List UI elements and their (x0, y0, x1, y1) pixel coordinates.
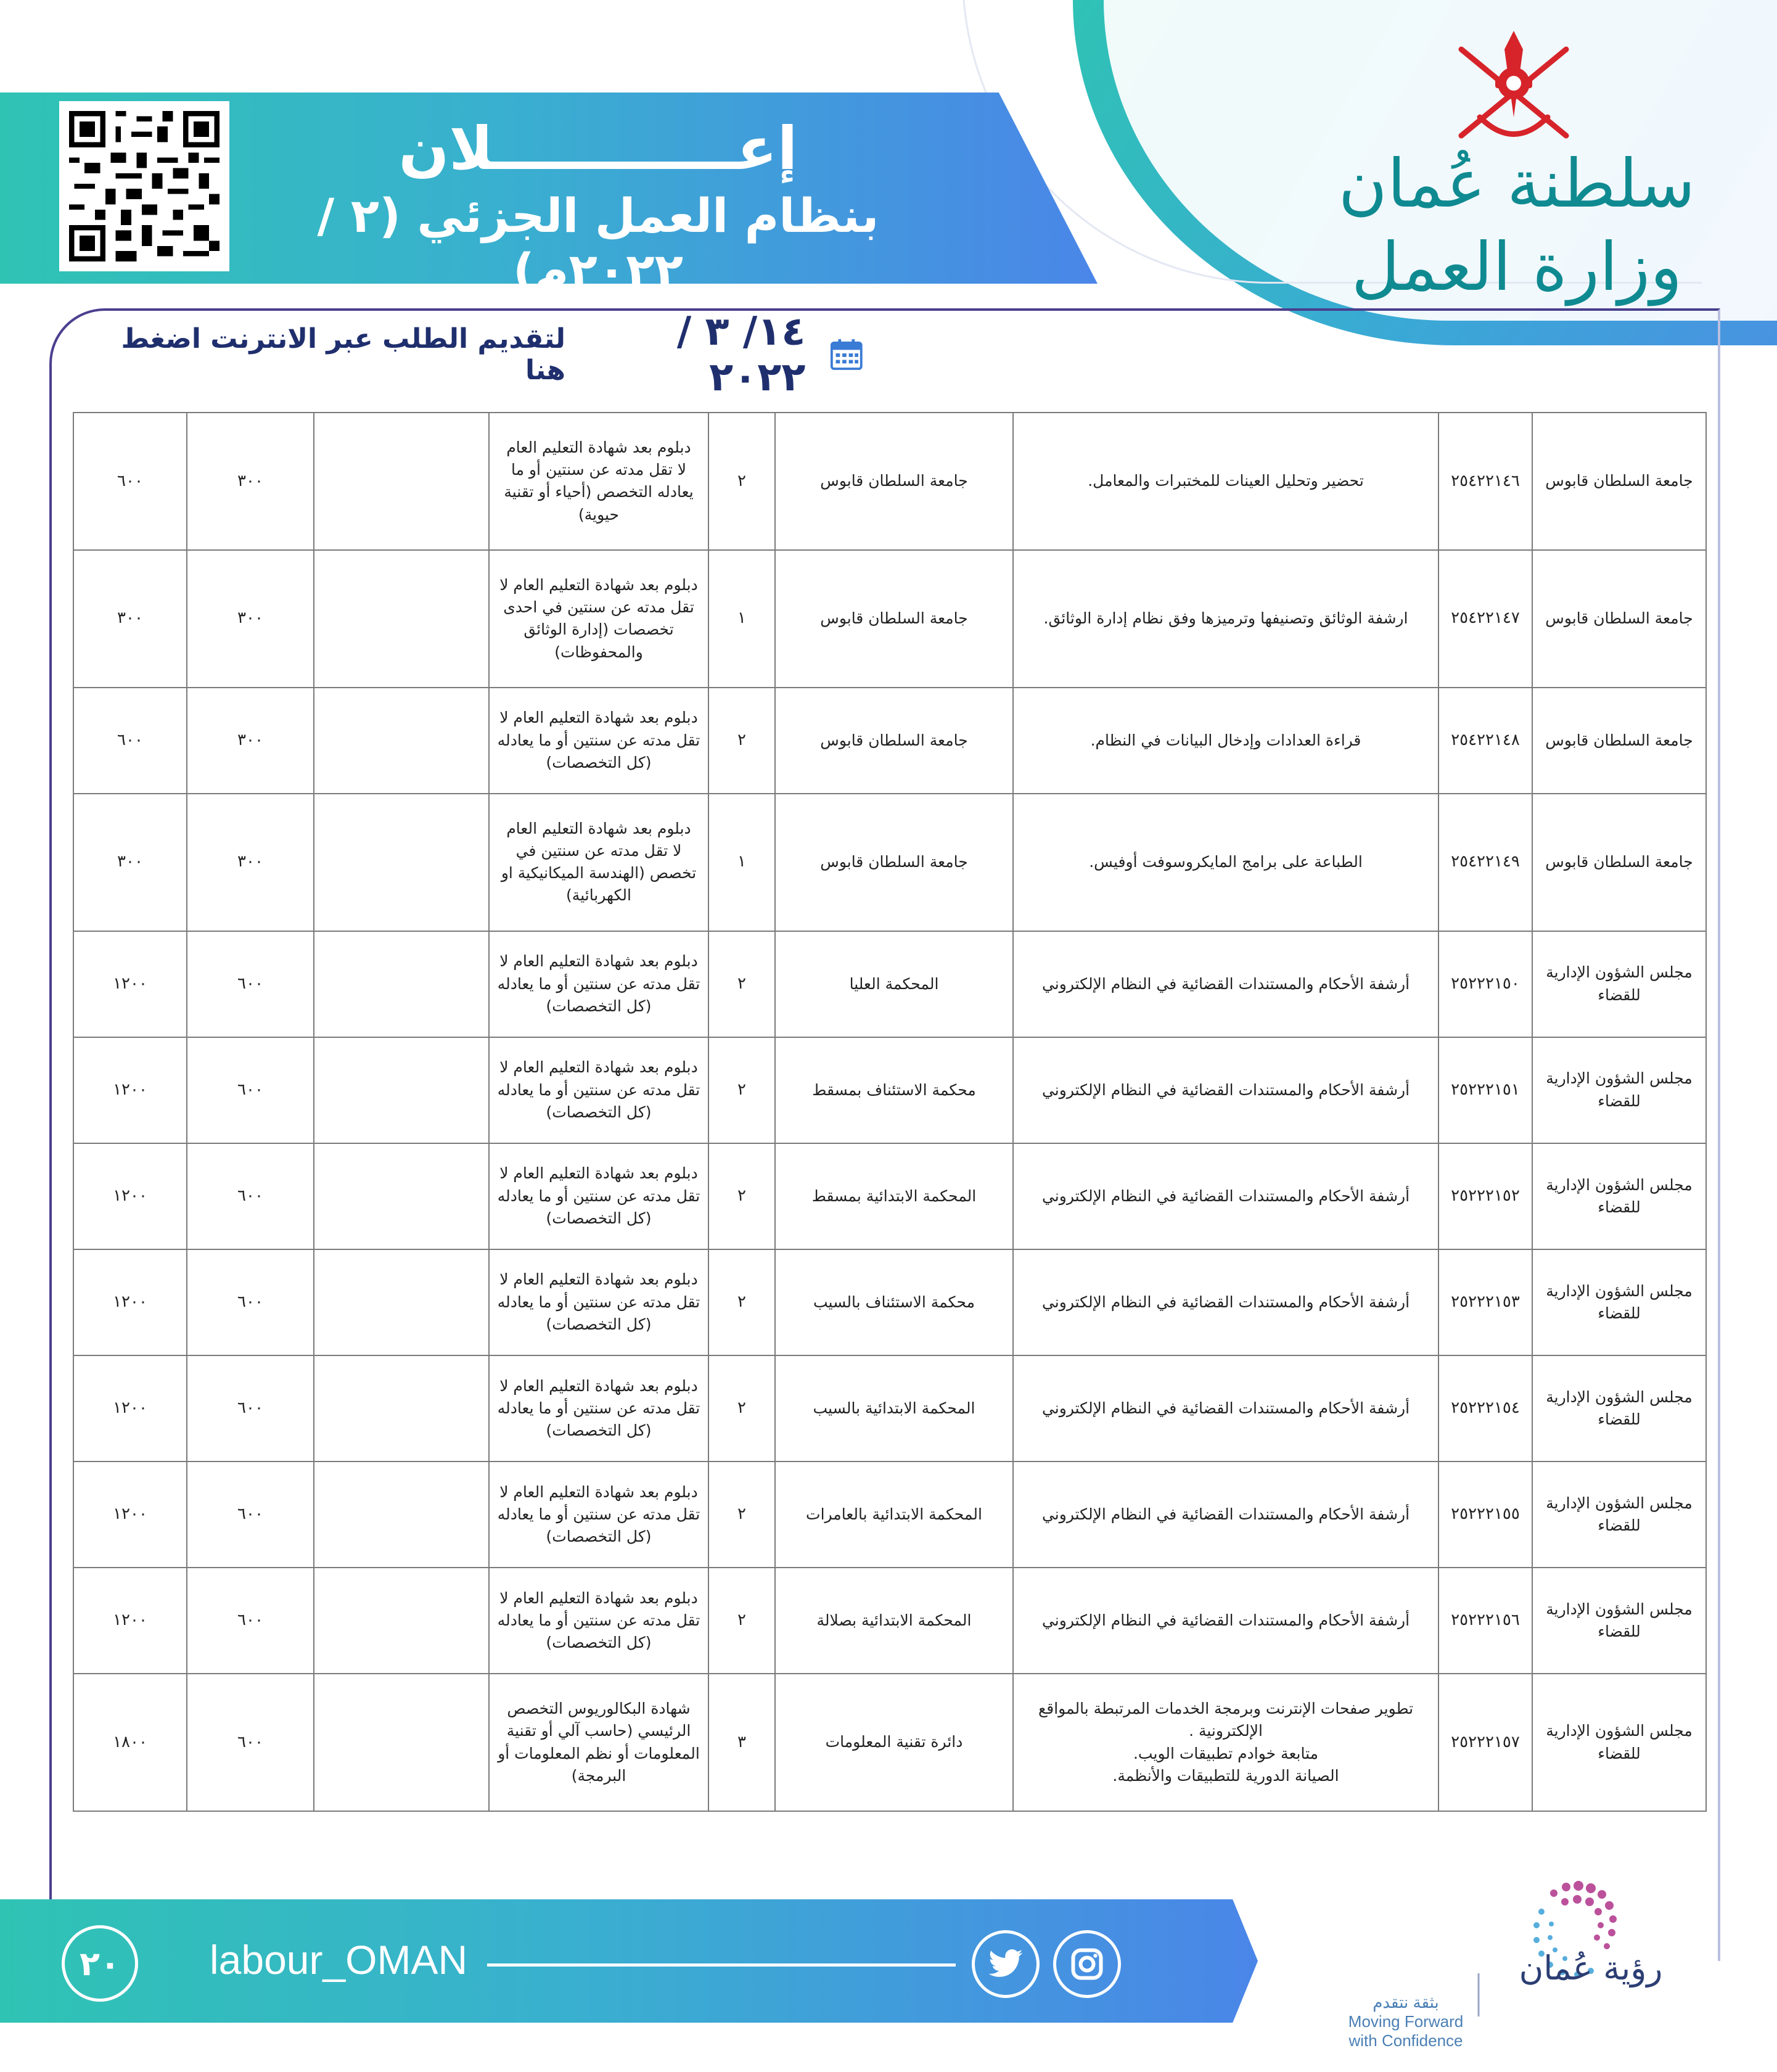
table-row (73, 688, 1706, 794)
work-location-cell: المحكمة العليا (775, 931, 1013, 1037)
work-location-cell: المحكمة الابتدائية بالعامرات (775, 1462, 1013, 1568)
job-code-cell: ٢٥٤٢٢١٤٨ (1438, 688, 1532, 794)
vision-caption-text: بثقة نتقدم Moving Forward with Confidence (1348, 1993, 1464, 2050)
vacancy-count-cell: ٢ (708, 1568, 775, 1674)
employer-cell: مجلس الشؤون الإدارية للقضاء (1532, 1143, 1706, 1249)
jobs-table (73, 412, 1707, 1812)
empty-cell (314, 688, 489, 794)
empty-cell (314, 1462, 489, 1568)
vacancy-count-cell: ١ (708, 550, 775, 688)
work-location-cell: جامعة السلطان قابوس (775, 688, 1013, 794)
table-row (73, 1143, 1706, 1249)
duties-cell: الطباعة على برامج المايكروسوفت أوفيس. (1013, 794, 1438, 931)
work-location-cell: جامعة السلطان قابوس (775, 550, 1013, 688)
qualification-cell: دبلوم بعد شهادة التعليم العام لا تقل مدته عن سنتين أو ما يعادله (كل التخصصات) (489, 1037, 708, 1143)
employer-cell: مجلس الشؤون الإدارية للقضاء (1532, 931, 1706, 1037)
empty-cell (314, 794, 489, 931)
table-row (73, 1249, 1706, 1355)
job-code-cell: ٢٥٢٢٢١٥٧ (1438, 1674, 1532, 1811)
table-row (73, 413, 1706, 550)
hours-cell: ٦٠٠ (187, 931, 314, 1037)
work-location-cell: المحكمة الابتدائية بمسقط (775, 1143, 1013, 1249)
table-row (73, 1355, 1706, 1462)
employer-cell: مجلس الشؤون الإدارية للقضاء (1532, 1249, 1706, 1355)
apply-online-row[interactable] (92, 309, 863, 400)
total-cell: ٦٠٠ (73, 688, 187, 794)
qualification-cell: دبلوم بعد شهادة التعليم العام لا تقل مدته عن سنتين أو ما يعادله (كل التخصصات) (489, 688, 708, 794)
total-cell: ٦٠٠ (73, 413, 187, 550)
hours-cell: ٣٠٠ (187, 413, 314, 550)
vacancy-count-cell: ٢ (708, 1249, 775, 1355)
vacancy-count-cell: ٢ (708, 931, 775, 1037)
empty-cell (314, 550, 489, 688)
vision-2040-text: رؤية عُمان (1519, 1949, 1663, 1988)
work-location-cell: دائرة تقنية المعلومات (775, 1674, 1013, 1811)
vacancy-count-cell: ٢ (708, 1462, 775, 1568)
job-code-cell: ٢٥٢٢٢١٥١ (1438, 1037, 1532, 1143)
qualification-cell: دبلوم بعد شهادة التعليم العام لا تقل مدته عن سنتين في تخصص (الهندسة الميكانيكية او الكهربائية) (489, 794, 708, 931)
duties-cell: ارشفة الوثائق وتصنيفها وترميزها وفق نظام إدارة الوثائق. (1013, 550, 1438, 688)
table-row (73, 1674, 1706, 1811)
vacancy-count-cell: ١ (708, 794, 775, 931)
government-name: سلطنة عُمان (1338, 146, 1696, 223)
empty-cell (314, 1355, 489, 1462)
work-location-cell: المحكمة الابتدائية بصلالة (775, 1568, 1013, 1674)
footer-divider (487, 1963, 956, 1967)
qualification-cell: دبلوم بعد شهادة التعليم العام لا تقل مدته عن سنتين أو ما يعادله (كل التخصصات) (489, 931, 708, 1037)
total-cell: ١٢٠٠ (73, 1143, 187, 1249)
qr-code-icon[interactable] (59, 101, 229, 271)
work-location-cell: المحكمة الابتدائية بالسيب (775, 1355, 1013, 1462)
empty-cell (314, 1037, 489, 1143)
table-row (73, 550, 1706, 688)
total-cell: ٣٠٠ (73, 794, 187, 931)
table-row (73, 1037, 1706, 1143)
hours-cell: ٦٠٠ (187, 1462, 314, 1568)
table-row (73, 1462, 1706, 1568)
qualification-cell: دبلوم بعد شهادة التعليم العام لا تقل مدته عن سنتين أو ما يعادله (كل التخصصات) (489, 1462, 708, 1568)
vacancy-count-cell: ٢ (708, 1143, 775, 1249)
total-cell: ١٢٠٠ (73, 1037, 187, 1143)
page-number: ٢٠ (62, 1925, 138, 2002)
duties-cell: تطوير صفحات الإنترنت وبرمجة الخدمات المرتبطة بالمواقع الإلكترونية . متابعة خوادم تطبيقات الويب. الصيانة الدورية للتطبيقات والأنظمة. (1013, 1674, 1438, 1811)
hours-cell: ٣٠٠ (187, 550, 314, 688)
vacancy-count-cell: ٢ (708, 413, 775, 550)
table-row (73, 794, 1706, 931)
announcement-subtitle: بنظام العمل الجزئي (٢ / ٢٠٢٢م) (317, 188, 879, 298)
work-location-cell: محكمة الاستئناف بالسيب (775, 1249, 1013, 1355)
total-cell: ١٢٠٠ (73, 1568, 187, 1674)
job-code-cell: ٢٥٤٢٢١٤٩ (1438, 794, 1532, 931)
qualification-cell: دبلوم بعد شهادة التعليم العام لا تقل مدته عن سنتين أو ما يعادله (كل التخصصات) (489, 1143, 708, 1249)
qualification-cell: دبلوم بعد شهادة التعليم العام لا تقل مدته عن سنتين أو ما يعادله التخصص (أحياء أو تقنية حيوية) (489, 413, 708, 550)
employer-cell: جامعة السلطان قابوس (1532, 413, 1706, 550)
employer-cell: مجلس الشؤون الإدارية للقضاء (1532, 1674, 1706, 1811)
duties-cell: أرشفة الأحكام والمستندات القضائية في النظام الإلكتروني (1013, 1568, 1438, 1674)
total-cell: ٣٠٠ (73, 550, 187, 688)
hours-cell: ٦٠٠ (187, 1037, 314, 1143)
employer-cell: جامعة السلطان قابوس (1532, 794, 1706, 931)
job-code-cell: ٢٥٢٢٢١٥٤ (1438, 1355, 1532, 1462)
duties-cell: أرشفة الأحكام والمستندات القضائية في النظام الإلكتروني (1013, 1143, 1438, 1249)
empty-cell (314, 1143, 489, 1249)
qualification-cell: دبلوم بعد شهادة التعليم العام لا تقل مدته عن سنتين أو ما يعادله (كل التخصصات) (489, 1355, 708, 1462)
emblem-icon (1437, 25, 1591, 154)
calendar-icon (830, 337, 863, 372)
social-handle[interactable]: labour_OMAN (210, 1937, 468, 1983)
empty-cell (314, 931, 489, 1037)
vision-caption (1326, 1993, 1486, 2051)
jobs-table-body (73, 413, 1706, 1811)
job-code-cell: ٢٥٤٢٢١٤٦ (1438, 413, 1532, 550)
employer-cell: جامعة السلطان قابوس (1532, 550, 1706, 688)
vacancy-count-cell: ٢ (708, 688, 775, 794)
ministry-name: وزارة العمل (1351, 229, 1683, 306)
duties-cell: أرشفة الأحكام والمستندات القضائية في النظام الإلكتروني (1013, 1462, 1438, 1568)
hours-cell: ٣٠٠ (187, 688, 314, 794)
qualification-cell: دبلوم بعد شهادة التعليم العام لا تقل مدته عن سنتين في احدى تخصصات (إدارة الوثائق والمحفوظات) (489, 550, 708, 688)
empty-cell (314, 1249, 489, 1355)
qualification-cell: دبلوم بعد شهادة التعليم العام لا تقل مدته عن سنتين أو ما يعادله (كل التخصصات) (489, 1249, 708, 1355)
hours-cell: ٦٠٠ (187, 1568, 314, 1674)
announcement-title: إعــــــــــــلان (398, 114, 798, 183)
work-location-cell: جامعة السلطان قابوس (775, 794, 1013, 931)
total-cell: ١٢٠٠ (73, 1462, 187, 1568)
apply-online-link[interactable]: لتقديم الطلب عبر الانترنت اضغط هنا (121, 323, 566, 386)
job-code-cell: ٢٥٢٢٢١٥٥ (1438, 1462, 1532, 1568)
work-location-cell: جامعة السلطان قابوس (775, 413, 1013, 550)
job-code-cell: ٢٥٢٢٢١٥٦ (1438, 1568, 1532, 1674)
vacancy-count-cell: ٣ (708, 1674, 775, 1811)
duties-cell: أرشفة الأحكام والمستندات القضائية في النظام الإلكتروني (1013, 1037, 1438, 1143)
duties-cell: قراءة العدادات وإدخال البيانات في النظام. (1013, 688, 1438, 794)
hours-cell: ٦٠٠ (187, 1355, 314, 1462)
hours-cell: ٦٠٠ (187, 1674, 314, 1811)
duties-cell: أرشفة الأحكام والمستندات القضائية في النظام الإلكتروني (1013, 1355, 1438, 1462)
qualification-cell: شهادة البكالوريوس التخصص الرئيسي (حاسب آلي أو تقنية المعلومات أو نظم المعلومات أو البرمجة) (489, 1674, 708, 1811)
twitter-icon[interactable] (972, 1930, 1040, 1998)
empty-cell (314, 413, 489, 550)
table-row (73, 931, 1706, 1037)
total-cell: ١٢٠٠ (73, 1355, 187, 1462)
application-deadline-date: ١٤/ ٣ /٢٠٢٢ (676, 309, 806, 400)
hours-cell: ٦٠٠ (187, 1143, 314, 1249)
duties-cell: تحضير وتحليل العينات للمختبرات والمعامل. (1013, 413, 1438, 550)
duties-cell: أرشفة الأحكام والمستندات القضائية في النظام الإلكتروني (1013, 931, 1438, 1037)
employer-cell: مجلس الشؤون الإدارية للقضاء (1532, 1355, 1706, 1462)
duties-cell: أرشفة الأحكام والمستندات القضائية في النظام الإلكتروني (1013, 1249, 1438, 1355)
total-cell: ١٨٠٠ (73, 1674, 187, 1811)
employer-cell: مجلس الشؤون الإدارية للقضاء (1532, 1037, 1706, 1143)
instagram-icon[interactable] (1053, 1930, 1121, 1998)
vacancy-count-cell: ٢ (708, 1355, 775, 1462)
job-code-cell: ٢٥٢٢٢١٥٠ (1438, 931, 1532, 1037)
empty-cell (314, 1568, 489, 1674)
hours-cell: ٦٠٠ (187, 1249, 314, 1355)
qualification-cell: دبلوم بعد شهادة التعليم العام لا تقل مدته عن سنتين أو ما يعادله (كل التخصصات) (489, 1568, 708, 1674)
total-cell: ١٢٠٠ (73, 931, 187, 1037)
vacancy-count-cell: ٢ (708, 1037, 775, 1143)
total-cell: ١٢٠٠ (73, 1249, 187, 1355)
job-code-cell: ٢٥٢٢٢١٥٢ (1438, 1143, 1532, 1249)
hours-cell: ٣٠٠ (187, 794, 314, 931)
job-code-cell: ٢٥٤٢٢١٤٧ (1438, 550, 1532, 688)
job-code-cell: ٢٥٢٢٢١٥٣ (1438, 1249, 1532, 1355)
employer-cell: جامعة السلطان قابوس (1532, 688, 1706, 794)
work-location-cell: محكمة الاستئناف بمسقط (775, 1037, 1013, 1143)
table-row (73, 1568, 1706, 1674)
employer-cell: مجلس الشؤون الإدارية للقضاء (1532, 1462, 1706, 1568)
employer-cell: مجلس الشؤون الإدارية للقضاء (1532, 1568, 1706, 1674)
empty-cell (314, 1674, 489, 1811)
